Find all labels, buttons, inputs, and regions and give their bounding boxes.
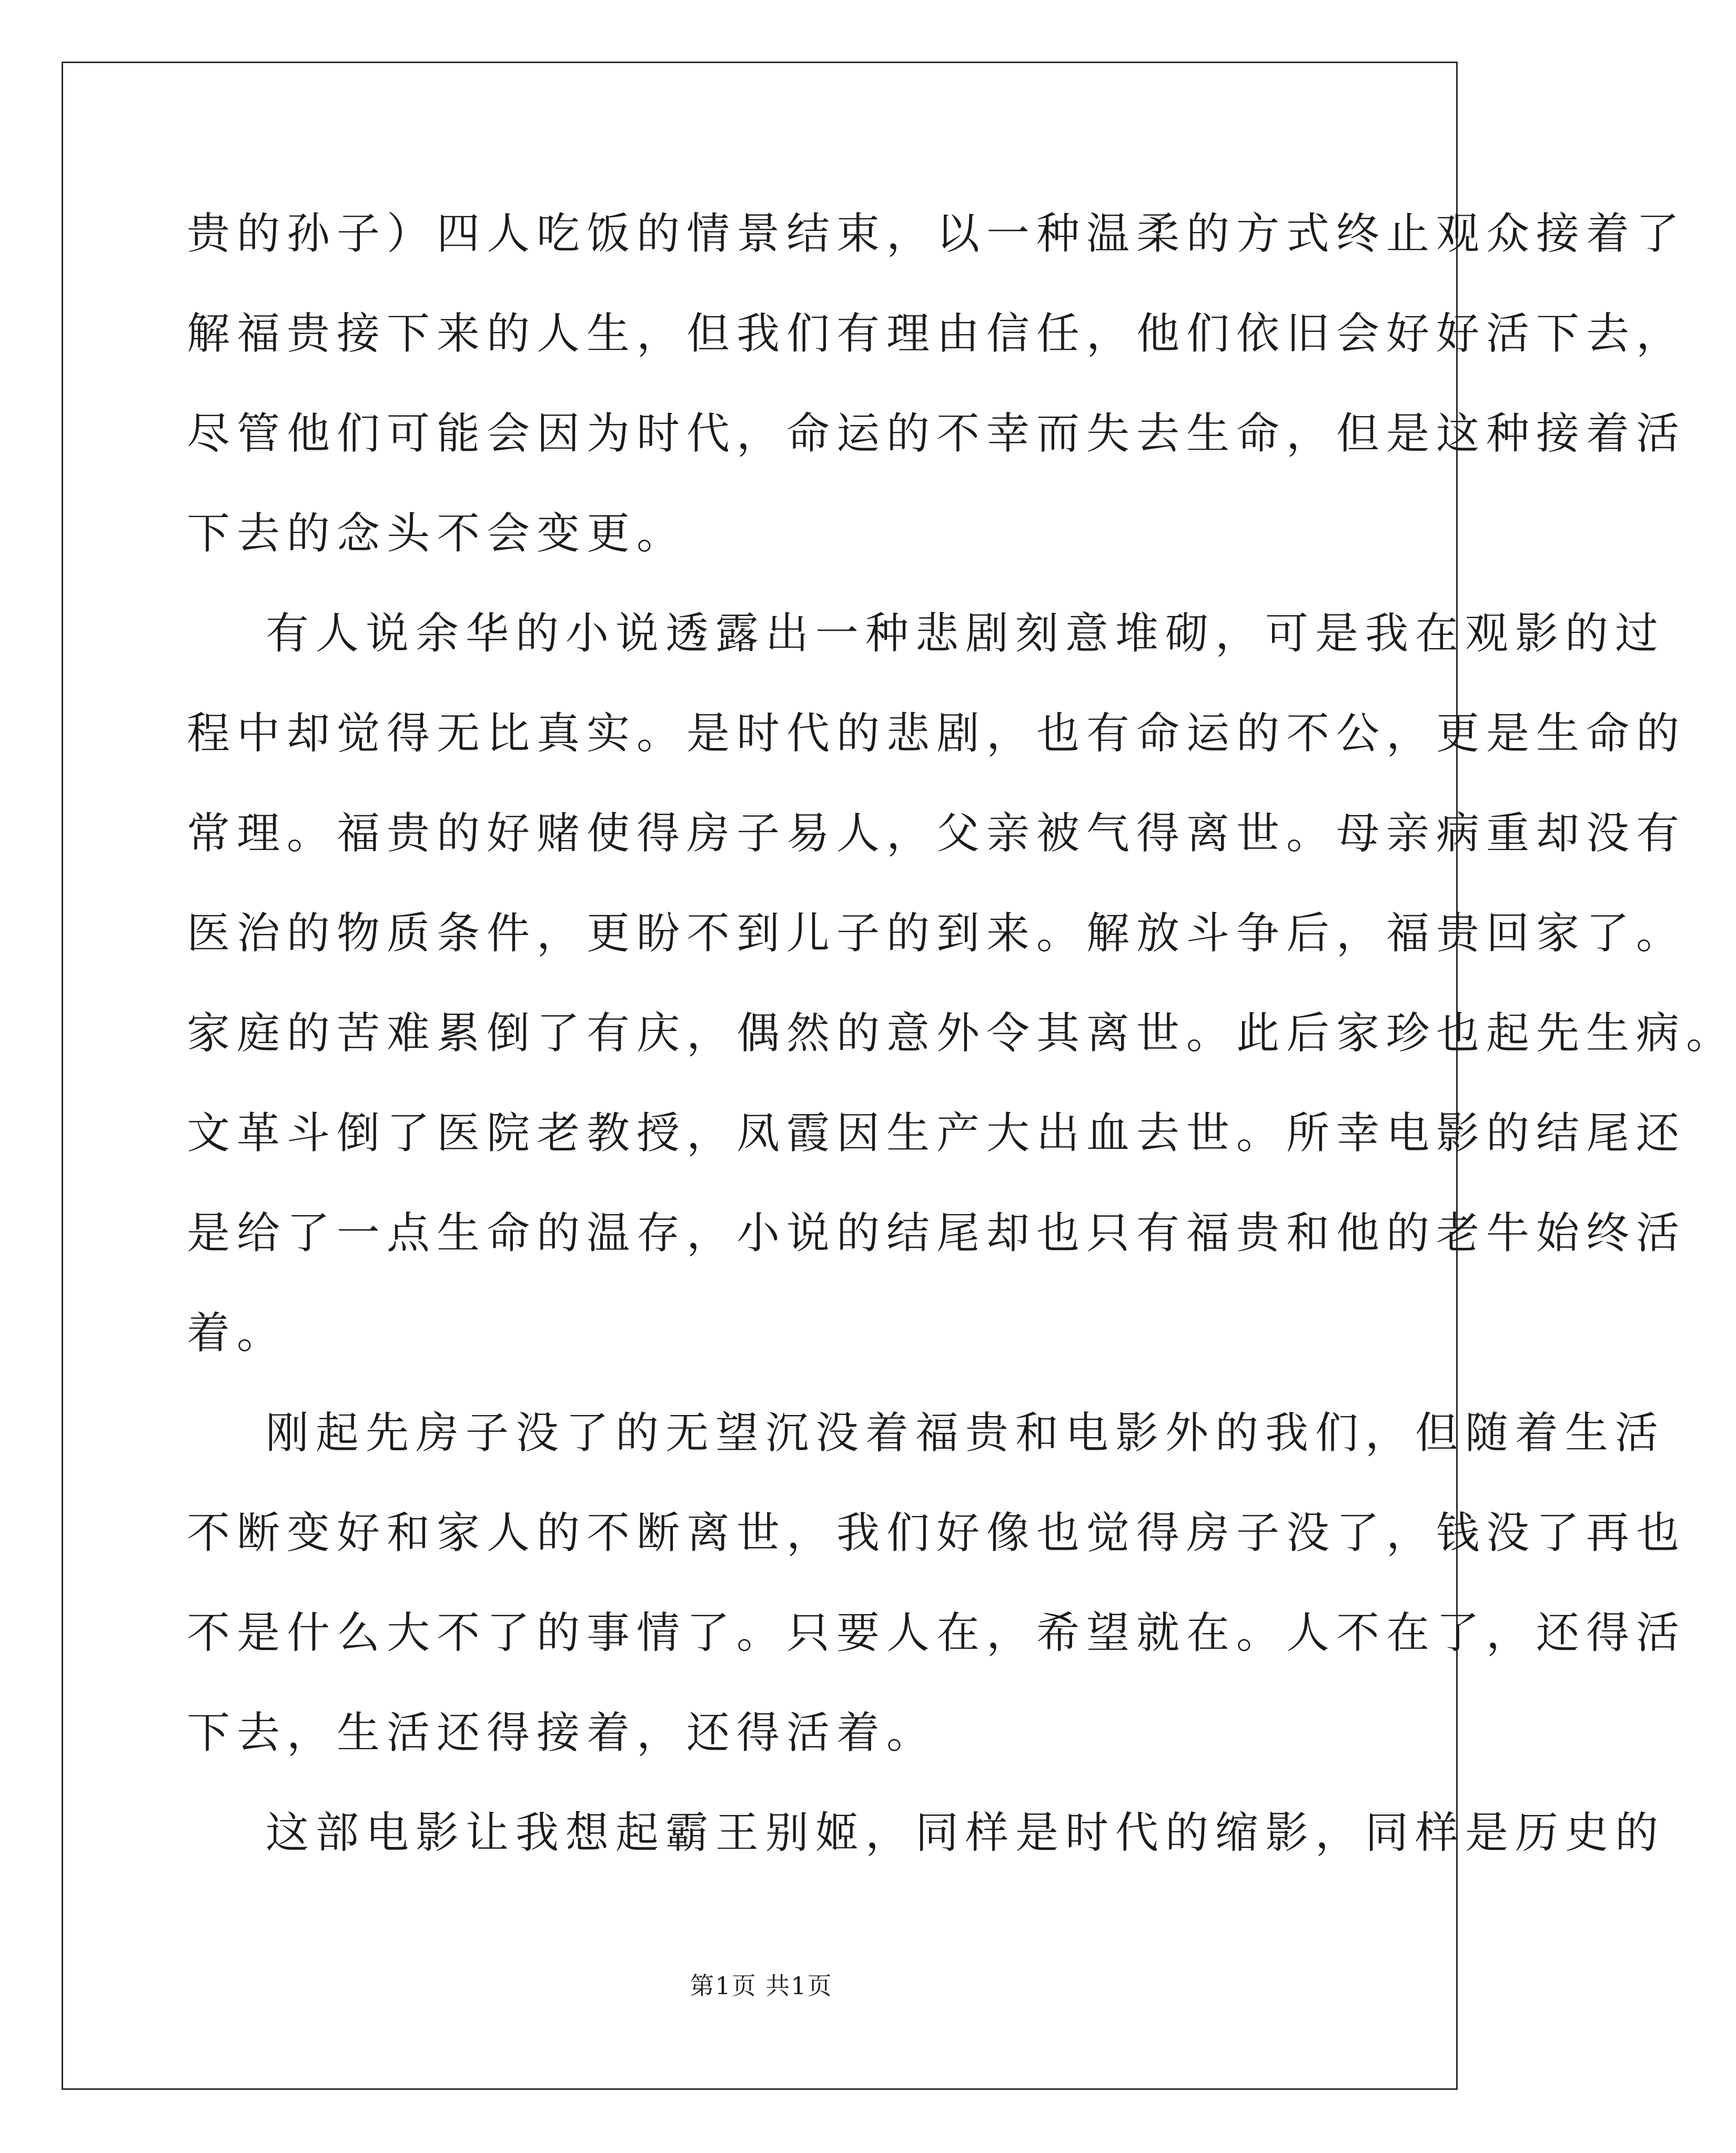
text-line-4: 下去的念头不会变更。 (187, 509, 687, 559)
text-line-6: 程中却觉得无比真实。是时代的悲剧，也有命运的不公，更是生命的 (187, 709, 1687, 759)
text-line-7: 常理。福贵的好赌使得房子易人，父亲被气得离世。母亲病重却没有 (187, 808, 1687, 858)
text-line-12: 着。 (187, 1308, 287, 1358)
text-line-14: 不断变好和家人的不断离世，我们好像也觉得房子没了，钱没了再也 (187, 1508, 1687, 1558)
document-body (187, 203, 1736, 1902)
text-line-16: 下去，生活还得接着，还得活着。 (187, 1708, 937, 1758)
text-line-15: 不是什么大不了的事情了。只要人在，希望就在。人不在了，还得活 (187, 1608, 1687, 1658)
text-line-5: 有人说余华的小说透露出一种悲剧刻意堆砌，可是我在观影的过 (266, 609, 1666, 659)
text-line-2: 解福贵接下来的人生，但我们有理由信任，他们依旧会好好活下去， (187, 309, 1687, 359)
text-line-17: 这部电影让我想起霸王别姬，同样是时代的缩影，同样是历史的 (266, 1808, 1666, 1858)
text-line-8: 医治的物质条件，更盼不到儿子的到来。解放斗争后，福贵回家了。 (187, 908, 1687, 958)
page-number-footer: 第1页 共1页 (690, 1972, 833, 2000)
text-line-13: 刚起先房子没了的无望沉没着福贵和电影外的我们，但随着生活 (266, 1408, 1666, 1458)
text-line-3: 尽管他们可能会因为时代，命运的不幸而失去生命，但是这种接着活 (187, 409, 1687, 459)
text-line-9: 家庭的苦难累倒了有庆，偶然的意外令其离世。此后家珍也起先生病。 (187, 1008, 1736, 1058)
text-line-11: 是给了一点生命的温存，小说的结尾却也只有福贵和他的老牛始终活 (187, 1208, 1687, 1258)
text-line-1: 贵的孙子）四人吃饭的情景结束，以一种温柔的方式终止观众接着了 (187, 209, 1687, 259)
text-line-10: 文革斗倒了医院老教授，凤霞因生产大出血去世。所幸电影的结尾还 (187, 1108, 1687, 1158)
